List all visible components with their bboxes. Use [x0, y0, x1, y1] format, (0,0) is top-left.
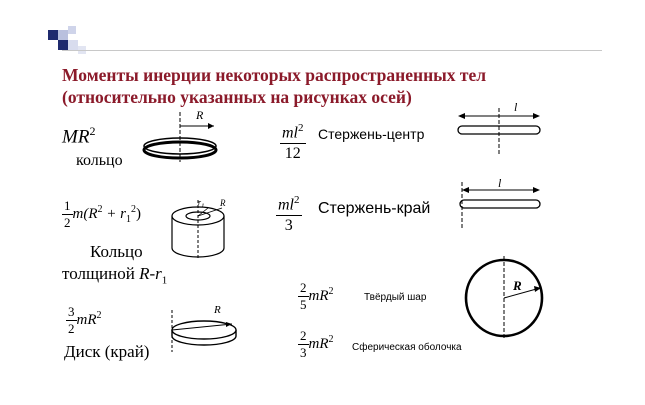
disk-dim-label: R	[214, 304, 221, 316]
sphere-figure	[462, 256, 548, 340]
disk-figure	[168, 306, 240, 358]
rod-center-label: Стержень-центр	[318, 126, 425, 142]
slide-title	[62, 64, 486, 108]
sphere-dim-label: R	[513, 278, 522, 293]
thick-ring-label-2: толщиной $R-r_1$	[62, 264, 168, 287]
rod-end-label: Стержень-край	[318, 200, 431, 217]
rod-end-formula: $\frac{ml^2}{3}$	[276, 190, 302, 236]
disk-formula: $\frac{3}{2}$ $mR^2$	[68, 304, 102, 336]
rod-center-figure	[456, 104, 546, 160]
thick-ring-label-1: Кольцо	[90, 242, 143, 261]
ring-formula: $MR^2$	[62, 124, 96, 148]
sphere-shell-formula: $\frac{2}{3}$ $mR^2$	[300, 328, 334, 360]
thick-ring-formula: $\frac{1}{2}$ $m(R^2 + r_1^2)$	[64, 198, 141, 230]
ring-dim-label: R	[196, 108, 204, 122]
rod-end-dim-label: l	[498, 176, 502, 190]
ring-label: кольцо	[76, 152, 123, 169]
sphere-solid-label: Твёрдый шар	[364, 292, 427, 303]
thick-ring-dim-r1: $r_1$	[198, 198, 205, 210]
disk-label: Диск (край)	[64, 342, 150, 361]
sphere-solid-formula: $\frac{2}{5}$ $mR^2$	[300, 280, 334, 312]
thick-ring-dim-R: R	[220, 198, 226, 208]
title-line-2: (относительно указанных на рисунках осей)	[62, 87, 412, 107]
rod-center-formula: $\frac{ml^2}{12}$	[280, 118, 306, 164]
header-divider	[62, 50, 602, 51]
rod-center-dim-label: l	[514, 100, 518, 114]
title-line-1: Моменты инерции некоторых распространенных тел	[62, 65, 487, 85]
logo-mosaic	[48, 26, 98, 56]
sphere-shell-label: Сферическая оболочка	[352, 342, 462, 353]
ring-figure	[142, 110, 222, 170]
